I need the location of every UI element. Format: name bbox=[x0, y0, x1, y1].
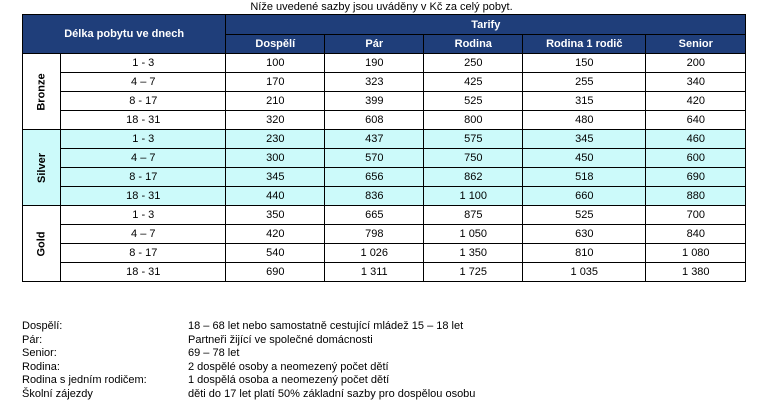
price-cell: 798 bbox=[325, 225, 424, 244]
tier-label: Silver bbox=[35, 152, 48, 183]
price-cell: 665 bbox=[325, 206, 424, 225]
price-cell: 437 bbox=[325, 130, 424, 149]
table-row bbox=[23, 149, 746, 168]
tier-cell bbox=[23, 206, 61, 282]
price-cell: 518 bbox=[523, 168, 646, 187]
price-cell: 230 bbox=[226, 130, 325, 149]
price-cell: 1 725 bbox=[424, 263, 523, 282]
price-cell: 1 035 bbox=[523, 263, 646, 282]
price-cell: 608 bbox=[325, 111, 424, 130]
price-cell: 836 bbox=[325, 187, 424, 206]
price-cell: 880 bbox=[646, 187, 746, 206]
column-header-senior: Senior bbox=[646, 35, 746, 54]
tariffs-header: Tarify bbox=[226, 15, 746, 35]
stay-length-cell: 4 – 7 bbox=[61, 149, 226, 168]
price-cell: 399 bbox=[325, 92, 424, 111]
legend-definition: 18 – 68 let nebo samostatně cestující mládež 15 – 18 let bbox=[188, 320, 464, 332]
legend-definition: Partneři žijící ve společné domácnosti bbox=[188, 333, 373, 346]
table-row bbox=[23, 92, 746, 111]
column-header-couple: Pár bbox=[325, 35, 424, 54]
price-cell: 345 bbox=[523, 130, 646, 149]
price-cell: 300 bbox=[226, 149, 325, 168]
price-cell: 250 bbox=[424, 54, 523, 73]
table-row bbox=[23, 187, 746, 206]
price-cell: 1 380 bbox=[646, 263, 746, 282]
tier-label: Gold bbox=[35, 230, 48, 257]
price-cell: 810 bbox=[523, 244, 646, 263]
rates-table-body bbox=[23, 54, 746, 282]
stay-length-cell: 18 - 31 bbox=[61, 263, 226, 282]
price-cell: 1 026 bbox=[325, 244, 424, 263]
legend-item bbox=[22, 347, 475, 361]
legend-item bbox=[22, 334, 475, 348]
legend-term: Senior: bbox=[22, 347, 57, 359]
stay-length-cell: 1 - 3 bbox=[61, 130, 226, 149]
price-cell: 420 bbox=[226, 225, 325, 244]
legend-term: Dospělí: bbox=[22, 320, 63, 332]
price-cell: 660 bbox=[523, 187, 646, 206]
price-cell: 450 bbox=[523, 149, 646, 168]
table-row bbox=[23, 168, 746, 187]
stay-length-cell: 18 - 31 bbox=[61, 187, 226, 206]
price-cell: 255 bbox=[523, 73, 646, 92]
column-header-adults: Dospělí bbox=[226, 35, 325, 54]
stay-length-cell: 8 - 17 bbox=[61, 244, 226, 263]
table-row bbox=[23, 206, 746, 225]
legend-term: Rodina s jedním rodičem: bbox=[22, 374, 147, 386]
legend-definition: 69 – 78 let bbox=[188, 347, 240, 359]
price-cell: 875 bbox=[424, 206, 523, 225]
price-cell: 800 bbox=[424, 111, 523, 130]
price-cell: 540 bbox=[226, 244, 325, 263]
legend-definition: 2 dospělé osoby a neomezený počet dětí bbox=[188, 360, 389, 373]
table-row bbox=[23, 54, 746, 73]
stay-length-cell: 1 - 3 bbox=[61, 206, 226, 225]
legend-definition: 1 dospělá osoba a neomezený počet dětí bbox=[188, 374, 390, 386]
legend-term: Školní zájezdy bbox=[22, 387, 93, 400]
table-row bbox=[23, 225, 746, 244]
legend-definition: děti do 17 let platí 50% základní sazby pro dospělou osobu bbox=[188, 387, 476, 400]
price-cell: 1 050 bbox=[424, 225, 523, 244]
price-cell: 460 bbox=[646, 130, 746, 149]
price-cell: 350 bbox=[226, 206, 325, 225]
price-cell: 320 bbox=[226, 111, 325, 130]
stay-length-cell: 8 - 17 bbox=[61, 92, 226, 111]
price-cell: 862 bbox=[424, 168, 523, 187]
stay-length-cell: 8 - 17 bbox=[61, 168, 226, 187]
table-row bbox=[23, 263, 746, 282]
table-row bbox=[23, 111, 746, 130]
price-cell: 750 bbox=[424, 149, 523, 168]
price-cell: 480 bbox=[523, 111, 646, 130]
price-cell: 690 bbox=[646, 168, 746, 187]
price-cell: 1 080 bbox=[646, 244, 746, 263]
price-cell: 525 bbox=[523, 206, 646, 225]
price-cell: 525 bbox=[424, 92, 523, 111]
column-header-family: Rodina bbox=[424, 35, 523, 54]
price-cell: 656 bbox=[325, 168, 424, 187]
table-row bbox=[23, 73, 746, 92]
price-cell: 630 bbox=[523, 225, 646, 244]
stay-length-cell: 18 - 31 bbox=[61, 111, 226, 130]
tier-cell bbox=[23, 130, 61, 206]
price-cell: 200 bbox=[646, 54, 746, 73]
legend-item bbox=[22, 374, 475, 388]
price-cell: 640 bbox=[646, 111, 746, 130]
stay-length-cell: 4 – 7 bbox=[61, 225, 226, 244]
price-cell: 1 350 bbox=[424, 244, 523, 263]
tier-cell bbox=[23, 54, 61, 130]
legend-item bbox=[22, 361, 475, 375]
legend-term: Pár: bbox=[22, 333, 43, 346]
rates-table bbox=[22, 14, 746, 282]
tier-label: Bronze bbox=[35, 72, 48, 111]
price-cell: 170 bbox=[226, 73, 325, 92]
price-cell: 323 bbox=[325, 73, 424, 92]
column-header-single-parent: Rodina 1 rodič bbox=[523, 35, 646, 54]
price-cell: 1 311 bbox=[325, 263, 424, 282]
table-row bbox=[23, 244, 746, 263]
table-row bbox=[23, 130, 746, 149]
price-cell: 210 bbox=[226, 92, 325, 111]
legend-term: Rodina: bbox=[22, 360, 60, 373]
price-cell: 100 bbox=[226, 54, 325, 73]
price-cell: 150 bbox=[523, 54, 646, 73]
price-cell: 340 bbox=[646, 73, 746, 92]
stay-length-header: Délka pobytu ve dnech bbox=[23, 15, 226, 54]
price-cell: 570 bbox=[325, 149, 424, 168]
price-cell: 420 bbox=[646, 92, 746, 111]
price-cell: 690 bbox=[226, 263, 325, 282]
price-cell: 575 bbox=[424, 130, 523, 149]
price-cell: 190 bbox=[325, 54, 424, 73]
price-cell: 345 bbox=[226, 168, 325, 187]
rates-caption: Níže uvedené sazby jsou uváděny v Kč za celý pobyt. bbox=[250, 1, 513, 13]
stay-length-cell: 1 - 3 bbox=[61, 54, 226, 73]
price-cell: 425 bbox=[424, 73, 523, 92]
price-cell: 600 bbox=[646, 149, 746, 168]
legend bbox=[22, 320, 475, 401]
price-cell: 315 bbox=[523, 92, 646, 111]
price-cell: 440 bbox=[226, 187, 325, 206]
legend-item bbox=[22, 388, 475, 402]
legend-item bbox=[22, 320, 475, 334]
stay-length-cell: 4 – 7 bbox=[61, 73, 226, 92]
price-cell: 700 bbox=[646, 206, 746, 225]
price-cell: 1 100 bbox=[424, 187, 523, 206]
price-cell: 840 bbox=[646, 225, 746, 244]
